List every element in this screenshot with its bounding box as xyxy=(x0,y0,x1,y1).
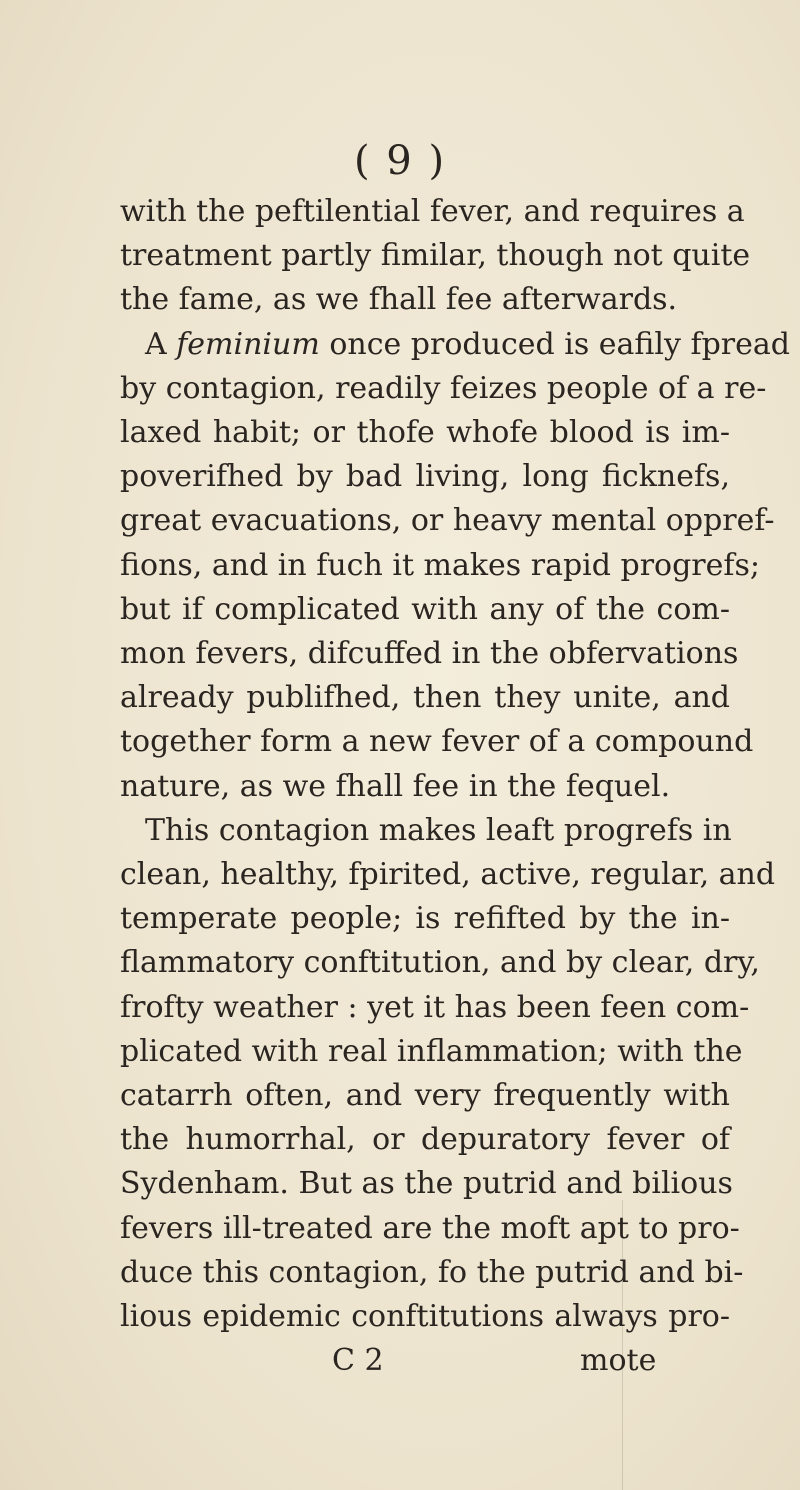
text-line: catarrh often, and very frequently with xyxy=(120,1078,730,1113)
text-line: lious epidemic conftitutions always pro- xyxy=(120,1299,730,1334)
text-line: but if complicated with any of the com- xyxy=(120,591,730,627)
text-line: by contagion, readily feizes people of a re- xyxy=(120,370,767,406)
text-line: treatment partly fimilar, though not quite xyxy=(120,238,751,274)
text-line: with the peftilential fever, and requires a xyxy=(120,194,745,229)
text-line: already publifhed, then they unite, and xyxy=(120,680,730,716)
signature-mark: C 2 xyxy=(332,1343,384,1379)
text-line: great evacuations, or heavy mental oppref- xyxy=(120,503,775,539)
text-line: flammatory conftitution, and by clear, dry, xyxy=(120,945,760,981)
text-line: clean, healthy, fpirited, active, regular, and xyxy=(120,857,776,892)
text-line: This contagion makes leaft progrefs in xyxy=(145,812,732,848)
text-line: mon fevers, difcuffed in the obfervations xyxy=(120,636,739,671)
text-line: fevers ill-treated are the moft apt to pro- xyxy=(120,1210,740,1246)
text-line: laxed habit; or thofe whofe blood is im- xyxy=(120,415,730,450)
text-line: the humorrhal, or depuratory fever of xyxy=(120,1122,730,1158)
text-line: A feminium once produced is eafily fpread xyxy=(145,326,790,362)
text-line: Sydenham. But as the putrid and bilious xyxy=(120,1166,733,1202)
text-line: plicated with real inflammation; with the xyxy=(120,1033,743,1069)
text-line: fions, and in fuch it makes rapid progrefs; xyxy=(120,547,761,583)
page-number: ( 9 ) xyxy=(353,138,447,184)
text-line: duce this contagion, fo the putrid and bi- xyxy=(120,1254,744,1290)
text-line: poverifhed by bad living, long ficknefs, xyxy=(120,459,730,495)
text-line: temperate people; is refifted by the in- xyxy=(120,901,730,937)
text-line: frofty weather : yet it has been feen com- xyxy=(120,989,750,1025)
text-line: together form a new fever of a compound xyxy=(120,724,754,760)
text-line: the fame, as we fhall fee afterwards. xyxy=(120,282,678,318)
catchword: mote xyxy=(580,1343,657,1379)
text-line: nature, as we fhall fee in the fequel. xyxy=(120,768,671,804)
